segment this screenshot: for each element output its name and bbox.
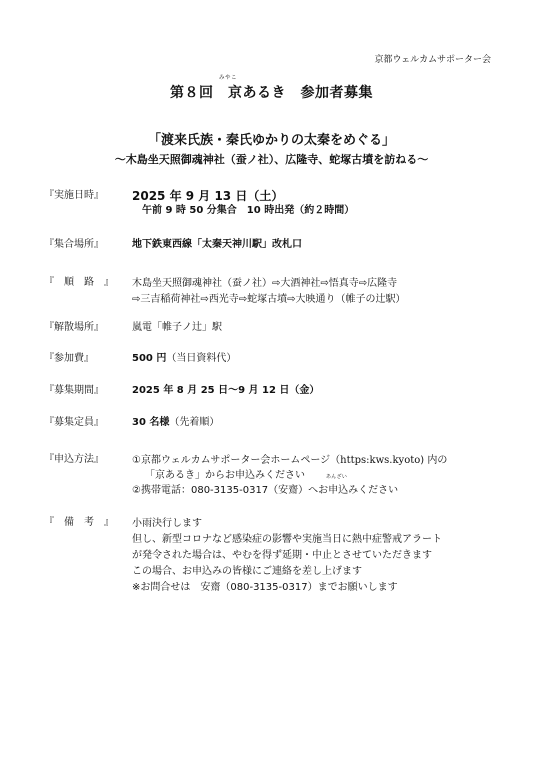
apply-web-suffix: ) 内の	[420, 455, 448, 466]
remarks-line: ※お問合せは 安齋（080-3135-0317）までお願いします	[132, 582, 398, 593]
period-label: 『募集期間』	[44, 385, 104, 396]
apply-phone-text: ②携帯電話：	[132, 485, 191, 496]
date-label: 『実施日時』	[44, 190, 104, 201]
capacity-note: （先着順）	[169, 417, 220, 428]
dismissal-label: 『解散場所』	[44, 322, 104, 333]
remarks-line: 但し、新型コロナなど感染症の影響や実施当日に熱中症警戒アラート	[132, 534, 442, 545]
event-subtitle-secondary: ～木島坐天照御魂神社（蚕ノ社）、広隆寺、蛇塚古墳を訪ねる～	[114, 153, 429, 166]
remarks-line: が発令された場合は、やむを得ず延期・中止とさせていただきます	[132, 550, 432, 561]
date-line: 2025 年 9 月 13 日（土）	[132, 189, 284, 203]
fee-label: 『参加費』	[44, 353, 94, 364]
period-value: 2025 年 8 月 25 日～9 月 12 日（金）	[132, 385, 320, 396]
title-ruby: みやこ	[219, 75, 238, 81]
remarks-line: 小雨決行します	[132, 518, 202, 529]
event-subtitle: 「渡来氏族・秦氏ゆかりの太秦をめぐる」	[147, 133, 395, 148]
apply-web-text: ①京都ウェルカムサポーター会ホームページ（	[132, 455, 341, 466]
time-line: 午前 9 時 50 分集合 10 時出発（約２時間）	[142, 205, 355, 216]
route-value	[132, 276, 406, 308]
phone-number-link[interactable]: 080-3135-0317	[190, 485, 269, 496]
capacity-label: 『募集定員』	[44, 417, 104, 428]
apply-line-3	[132, 483, 447, 498]
fee-amount: 500 円	[132, 353, 167, 364]
anzai-ruby: あんざい	[326, 474, 348, 480]
apply-line-2: 「京あるき」からお申込みください	[145, 470, 305, 481]
route-line-1: 木島坐天照御魂神社（蚕ノ社）⇨大酒神社⇨悟真寺⇨広隆寺	[132, 278, 398, 289]
apply-line-1	[132, 453, 447, 468]
apply-phone-suffix: （安齋）へお申込みください	[268, 485, 399, 496]
capacity-value	[132, 416, 219, 430]
fee-note: （当日資料代）	[166, 353, 237, 364]
apply-value	[132, 453, 447, 498]
homepage-link[interactable]: https:kws.kyoto	[340, 455, 421, 466]
organization-name: 京都ウェルカムサポーター会	[374, 55, 491, 65]
page-title: 第８回 京あるき 参加者募集	[170, 85, 373, 101]
remarks-label: 『 備 考 』	[44, 517, 114, 528]
capacity-amount: 30 名様	[132, 417, 170, 428]
remarks-line: この場合、お申込みの皆様にご連絡を差し上げます	[132, 566, 362, 577]
meeting-label: 『集合場所』	[44, 239, 104, 250]
meeting-value: 地下鉄東西線「太秦天神川駅」改札口	[132, 239, 302, 250]
route-line-2: ⇨三吉稲荷神社⇨西光寺⇨蛇塚古墳⇨大映通り（帷子の辻駅）	[132, 294, 406, 305]
route-label: 『 順 路 』	[44, 277, 114, 288]
date-value	[132, 188, 354, 218]
dismissal-value: 嵐電「帷子ノ辻」駅	[132, 322, 222, 333]
remarks-value	[132, 516, 442, 596]
fee-value	[132, 352, 236, 366]
apply-label: 『申込方法』	[44, 454, 104, 465]
